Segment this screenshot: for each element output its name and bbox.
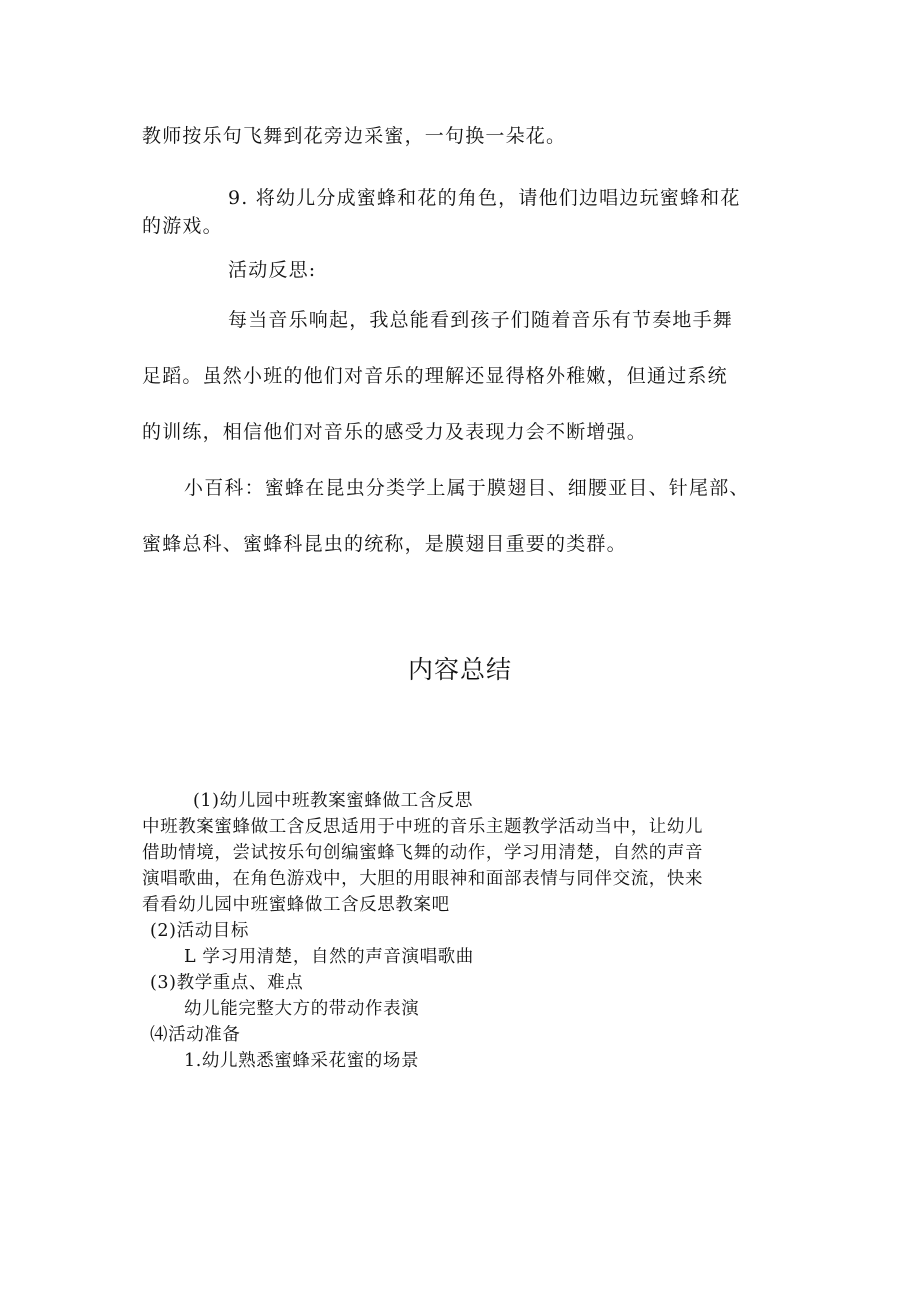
summary-item-3-text: 幼儿能完整大方的带动作表演 [184, 999, 420, 1019]
summary-item-1-text-line-2: 借助情境，尝试按乐句创编蜜蜂飞舞的动作，学习用清楚，自然的声音 [142, 843, 704, 863]
body-paragraph-2-line-1: 9. 将幼儿分成蜜蜂和花的角色，请他们边唱边玩蜜蜂和花 [228, 187, 741, 209]
summary-title: 内容总结 [407, 655, 512, 684]
encyclopedia-paragraph-line-2: 蜜蜂总科、蜜蜂科昆虫的统称，是膜翅目重要的类群。 [142, 533, 627, 555]
summary-item-1-text-line-1: 中班教案蜜蜂做工含反思适用于中班的音乐主题教学活动当中，让幼儿 [142, 817, 704, 837]
reflection-heading: 活动反思: [228, 259, 317, 281]
encyclopedia-paragraph-line-1: 小百科：蜜蜂在昆虫分类学上属于膜翅目、细腰亚目、针尾部、 [184, 477, 750, 499]
summary-item-2-heading: (2)活动目标 [150, 921, 249, 941]
body-paragraph-2-line-2: 的游戏。 [142, 215, 223, 237]
summary-item-2-text: L 学习用清楚，自然的声音演唱歌曲 [184, 947, 474, 967]
body-paragraph-3-line-3: 的训练，相信他们对音乐的感受力及表现力会不断增强。 [142, 421, 648, 443]
body-paragraph-1: 教师按乐句飞舞到花旁边采蜜，一句换一朵花。 [142, 125, 567, 147]
summary-item-3-heading: (3)教学重点、难点 [150, 973, 304, 993]
summary-item-4-text: 1.幼儿熟悉蜜蜂采花蜜的场景 [184, 1051, 420, 1071]
summary-item-1-text-line-4: 看看幼儿园中班蜜蜂做工含反思教案吧 [142, 895, 450, 915]
body-paragraph-3-line-2: 足蹈。虽然小班的他们对音乐的理解还显得格外稚嫩，但通过系统 [142, 365, 728, 387]
body-paragraph-3-line-1: 每当音乐响起，我总能看到孩子们随着音乐有节奏地手舞 [228, 309, 734, 331]
summary-item-4-heading: ⑷活动准备 [150, 1025, 241, 1045]
summary-item-1-text-line-3: 演唱歌曲，在角色游戏中，大胆的用眼神和面部表情与同伴交流，快来 [142, 869, 704, 889]
summary-item-1-heading: (1)幼儿园中班教案蜜蜂做工含反思 [193, 791, 473, 811]
